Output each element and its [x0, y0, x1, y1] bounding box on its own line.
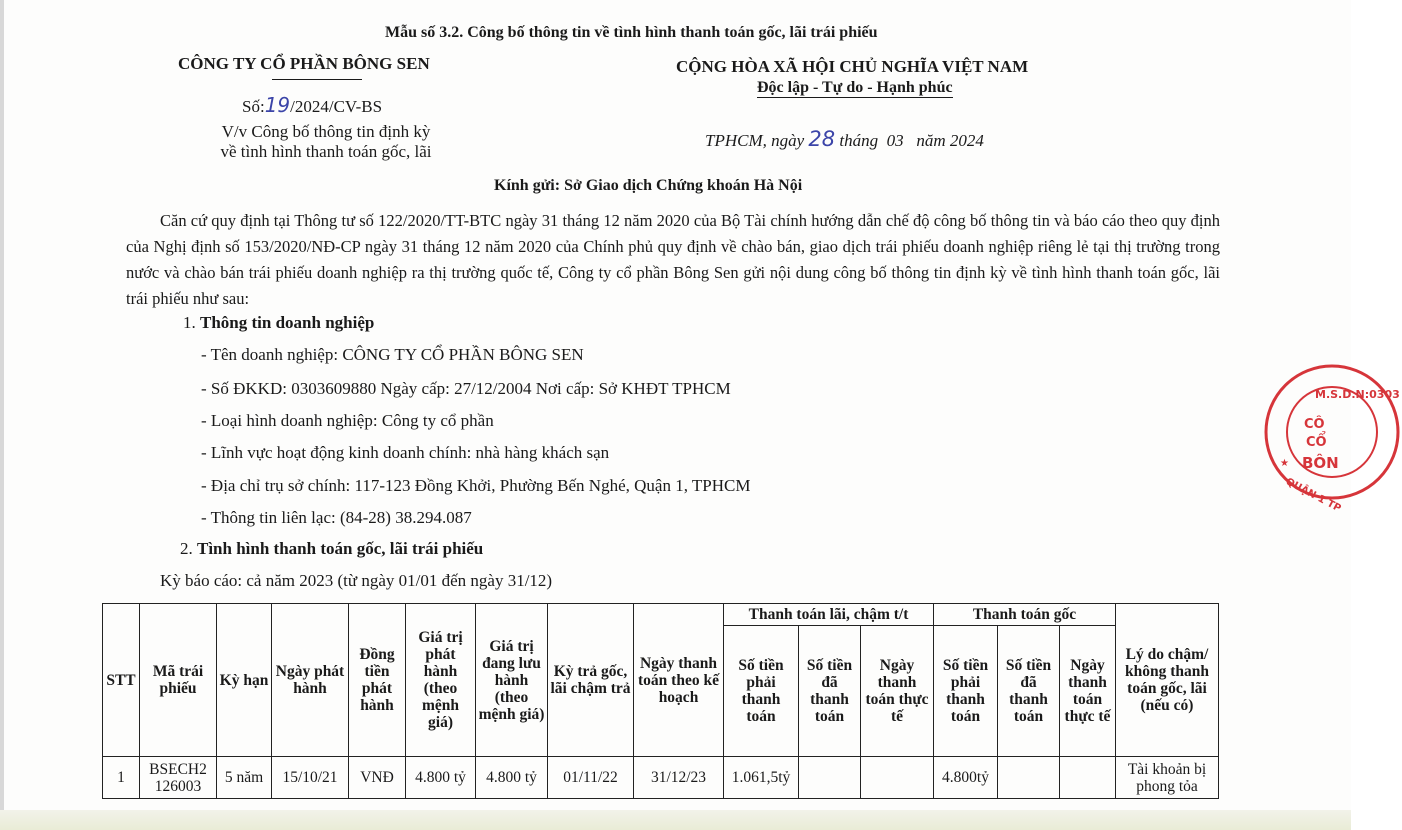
page-bottom-edge	[0, 810, 1351, 830]
cell-term: 5 năm	[217, 757, 272, 799]
company-seal-stamp	[1262, 362, 1402, 515]
company-underline	[272, 79, 362, 80]
info-business-registration: - Số ĐKKD: 0303609880 Ngày cấp: 27/12/2004 Nơi cấp: Sở KHĐT TPHCM	[201, 379, 731, 398]
header-interest-group: Thanh toán lãi, chậm t/t	[724, 604, 934, 626]
cell-planned-date: 31/12/23	[634, 757, 724, 799]
country-name: CỘNG HÒA XÃ HỘI CHỦ NGHĨA VIỆT NAM	[676, 57, 1029, 76]
seal-line-3: BÔN	[1302, 454, 1339, 472]
header-interest-paid: Số tiền đã thanh toán	[799, 626, 861, 757]
header-term: Kỳ hạn	[217, 604, 272, 757]
header-principal-payable: Số tiền phải thanh toán	[934, 626, 998, 757]
seal-line-1: CÔ	[1304, 417, 1325, 432]
section-2-number: 2.	[180, 539, 197, 558]
cell-issue-date: 15/10/21	[272, 757, 349, 799]
intro-text: Căn cứ quy định tại Thông tư số 122/2020/TT-BTC ngày 31 tháng 12 năm 2020 của Bộ Tài chính hướng dẫn chế độ công bố thông tin và báo cáo theo quy định của Nghị định số 153/2020/NĐ-CP ngày 31 tháng 12 năm 2020 của Chính phủ quy định về chào bán, giao dịch trái phiếu doanh nghiệp riêng lẻ tại thị trường trong nước và chào bán trái phiếu doanh nghiệp ra thị trường quốc tế, Công ty cổ phần Bông Sen gửi nội dung công bố thông tin định kỳ về tình hình thanh toán gốc, lãi trái phiếu như sau:	[126, 211, 1220, 308]
seal-ring-text: M.S.D.N:0303	[1315, 388, 1400, 401]
seal-star-icon: ★	[1280, 458, 1289, 469]
subject-line-1: V/v Công bố thông tin định kỳ	[221, 122, 431, 141]
cell-principal-paid	[998, 757, 1060, 799]
doc-number	[242, 93, 382, 117]
intro-paragraph	[126, 208, 1220, 312]
info-enterprise-type: - Loại hình doanh nghiệp: Công ty cổ phần	[201, 411, 494, 430]
cell-principal-actual-date	[1060, 757, 1116, 799]
section-1-number: 1.	[183, 313, 200, 332]
header-principal-group: Thanh toán gốc	[934, 604, 1116, 626]
header-interest-payable: Số tiền phải thanh toán	[724, 626, 799, 757]
cell-stt: 1	[103, 757, 140, 799]
cell-bond-code: BSECH2 126003	[140, 757, 217, 799]
doc-number-handwritten: 19	[264, 93, 291, 117]
info-address: - Địa chỉ trụ sở chính: 117-123 Đồng Khởi, Phường Bến Nghé, Quận 1, TPHCM	[201, 476, 751, 495]
form-title: Mẫu số 3.2. Công bố thông tin về tình hình thanh toán gốc, lãi trái phiếu	[385, 24, 878, 41]
doc-number-prefix: Số:	[242, 97, 265, 116]
section-2-title: Tình hình thanh toán gốc, lãi trái phiếu	[197, 539, 484, 558]
motto: Độc lập - Tự do - Hạnh phúc	[757, 79, 953, 96]
section-1-heading	[183, 313, 374, 333]
date-prefix: TPHCM, ngày	[705, 131, 809, 150]
cell-currency: VNĐ	[349, 757, 406, 799]
cell-interest-actual-date	[861, 757, 934, 799]
table-row	[103, 757, 1219, 799]
date-line	[705, 127, 984, 151]
header-payment-period: Kỳ trả gốc, lãi chậm trả	[548, 604, 634, 757]
header-reason: Lý do chậm/ không thanh toán gốc, lãi (nếu có)	[1116, 604, 1219, 757]
subject-line-2: về tình hình thanh toán gốc, lãi	[220, 142, 432, 161]
seal-line-2: CỔ	[1306, 435, 1327, 450]
info-contact: - Thông tin liên lạc: (84-28) 38.294.087	[201, 508, 472, 527]
header-issue-value: Giá trị phát hành (theo mệnh giá)	[406, 604, 476, 757]
recipient: Kính gửi: Sở Giao dịch Chứng khoán Hà Nội	[494, 177, 803, 194]
header-principal-actual-date: Ngày thanh toán thực tế	[1060, 626, 1116, 757]
cell-interest-paid	[799, 757, 861, 799]
cell-reason: Tài khoản bị phong tỏa	[1116, 757, 1219, 799]
report-period: Kỳ báo cáo: cả năm 2023 (từ ngày 01/01 đến ngày 31/12)	[160, 571, 553, 590]
info-business-field: - Lĩnh vực hoạt động kinh doanh chính: nhà hàng khách sạn	[201, 443, 610, 462]
subject	[196, 122, 456, 162]
cell-interest-payable: 1.061,5tỷ	[724, 757, 799, 799]
header-principal-paid: Số tiền đã thanh toán	[998, 626, 1060, 757]
header-planned-date: Ngày thanh toán theo kế hoạch	[634, 604, 724, 757]
header-bond-code: Mã trái phiếu	[140, 604, 217, 757]
page-edge	[0, 0, 4, 830]
bond-payment-table	[102, 603, 1219, 799]
company-name: CÔNG TY CỔ PHẦN BÔNG SEN	[178, 54, 430, 73]
info-company-name: - Tên doanh nghiệp: CÔNG TY CỔ PHẦN BÔNG SEN	[201, 345, 584, 364]
seal-ring-bottom: QUẬN 1 TP	[1283, 476, 1343, 515]
cell-issue-value: 4.800 tỷ	[406, 757, 476, 799]
header-outstanding-value: Giá trị đang lưu hành (theo mệnh giá)	[476, 604, 548, 757]
cell-principal-payable: 4.800tỷ	[934, 757, 998, 799]
header-issue-date: Ngày phát hành	[272, 604, 349, 757]
header-interest-actual-date: Ngày thanh toán thực tế	[861, 626, 934, 757]
date-rest: tháng 03 năm 2024	[835, 131, 984, 150]
doc-number-suffix: /2024/CV-BS	[290, 97, 383, 116]
date-day-handwritten: 28	[808, 127, 836, 151]
table-header-row-1	[103, 604, 1219, 626]
cell-outstanding-value: 4.800 tỷ	[476, 757, 548, 799]
header-currency: Đồng tiền phát hành	[349, 604, 406, 757]
header-stt: STT	[103, 604, 140, 757]
section-2-heading	[180, 539, 483, 559]
cell-payment-period: 01/11/22	[548, 757, 634, 799]
section-1-title: Thông tin doanh nghiệp	[200, 313, 375, 332]
